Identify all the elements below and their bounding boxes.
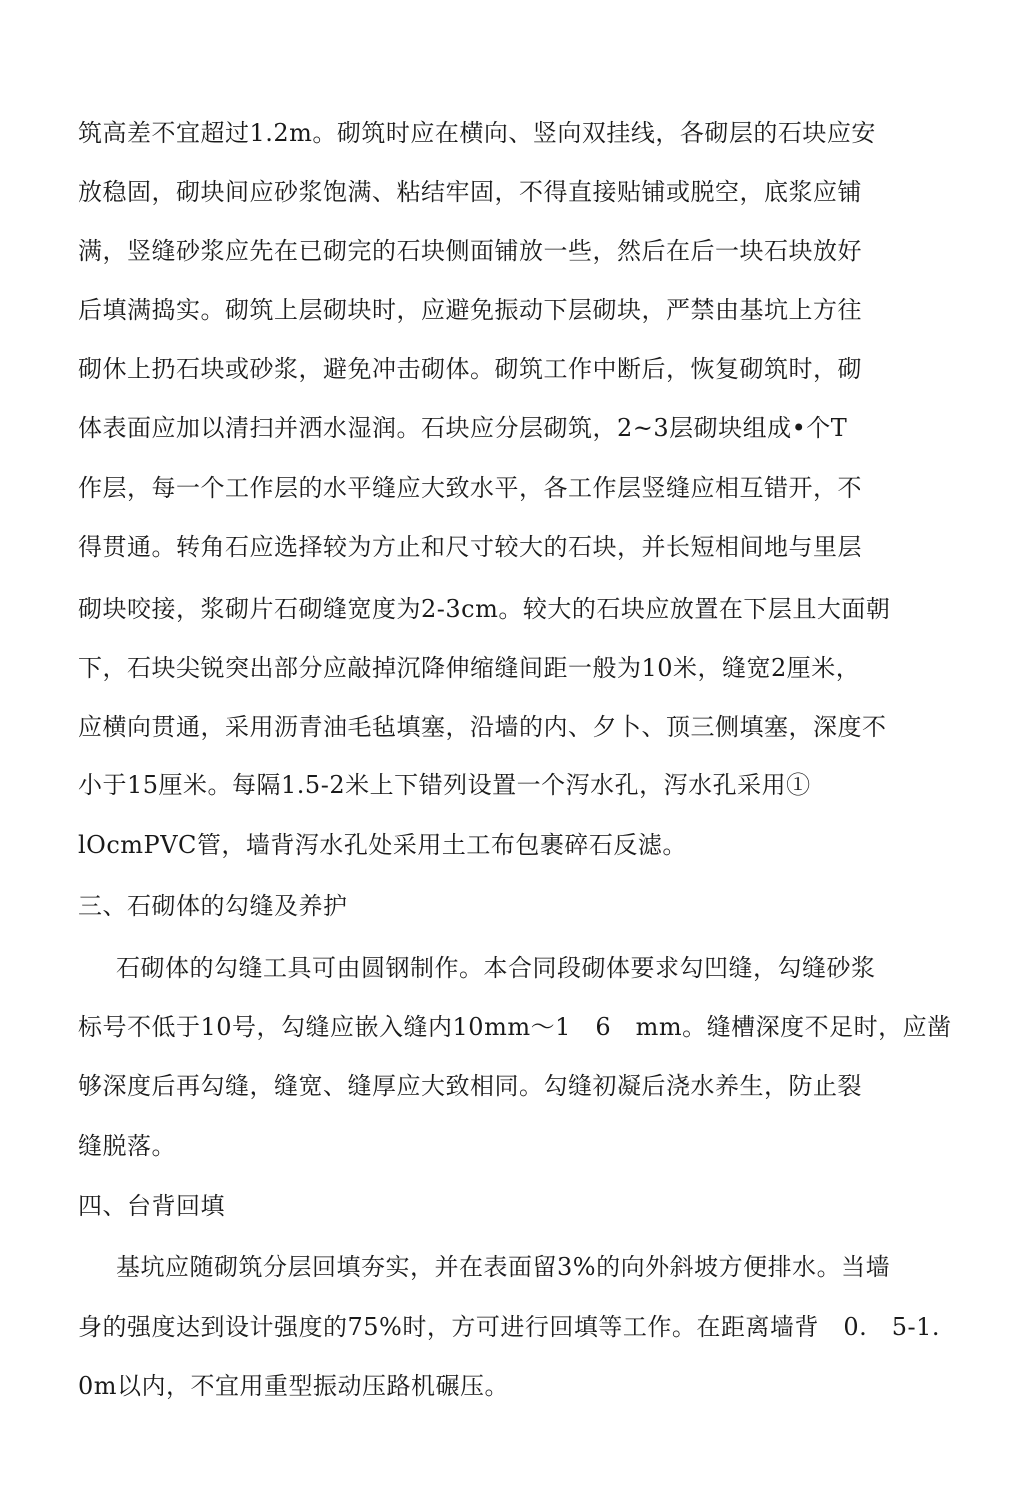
text-line: 够深度后再勾缝，缝宽、缝厚应大致相同。勾缝初凝后浇水养生，防止裂: [78, 1072, 862, 1100]
text-line: 缝脱落。: [78, 1132, 176, 1160]
text-line: 砌休上扔石块或砂浆，避免冲击砌体。砌筑工作中断后，恢复砌筑时，砌: [78, 355, 862, 383]
text-line: 满，竖缝砂浆应先在已砌完的石块侧面铺放一些，然后在后一块石块放好: [78, 237, 862, 265]
text-line: 筑高差不宜超过1.2m。砌筑时应在横向、竖向双挂线，各砌层的石块应安: [78, 119, 876, 147]
text-line: 得贯通。转角石应选择较为方止和尺寸较大的石块，并长短相间地与里层: [78, 533, 862, 561]
section-heading: 三、石砌体的勾缝及养护: [78, 892, 348, 920]
text-line: 标号不低于10号，勾缝应嵌入缝内10mm〜1 6 mm。缝槽深度不足时，应凿: [78, 1013, 952, 1041]
section-heading: 四、台背回填: [78, 1192, 225, 1220]
text-line: 放稳固，砌块间应砂浆饱满、粘结牢固，不得直接贴铺或脱空，底浆应铺: [78, 178, 862, 206]
text-line: 下，石块尖锐突出部分应敲掉沉降伸缩缝间距一般为10米，缝宽2厘米，: [78, 654, 861, 682]
text-line: lOcmPVC管，墙背泻水孔处采用土工布包裹碎石反滤。: [78, 831, 687, 859]
text-line: 体表面应加以清扫并洒水湿润。石块应分层砌筑，2~3层砌块组成•个T: [78, 414, 848, 442]
text-line: 0m以内，不宜用重型振动压路机碾压。: [78, 1372, 510, 1400]
text-line: 基坑应随砌筑分层回填夯实，并在表面留3%的向外斜坡方便排水。当墙: [116, 1253, 891, 1281]
text-line: 石砌体的勾缝工具可由圆钢制作。本合同段砌体要求勾凹缝，勾缝砂浆: [116, 954, 876, 982]
text-line: 作层，每一个工作层的水平缝应大致水平，各工作层竖缝应相互错开，不: [78, 474, 862, 502]
text-line: 身的强度达到设计强度的75%时，方可进行回填等工作。在距离墙背 0. 5-1.: [78, 1313, 941, 1341]
text-line: 砌块咬接，浆砌片石砌缝宽度为2-3cm。较大的石块应放置在下层且大面朝: [78, 595, 891, 623]
text-line: 应横向贯通，采用沥青油毛毡填塞，沿墙的内、夕卜、顶三侧填塞，深度不: [78, 713, 887, 741]
text-line: 小于15厘米。每隔1.5-2米上下错列设置一个泻水孔，泻水孔采用①: [78, 771, 811, 799]
text-line: 后填满捣实。砌筑上层砌块时，应避免振动下层砌块，严禁由基坑上方往: [78, 296, 862, 324]
